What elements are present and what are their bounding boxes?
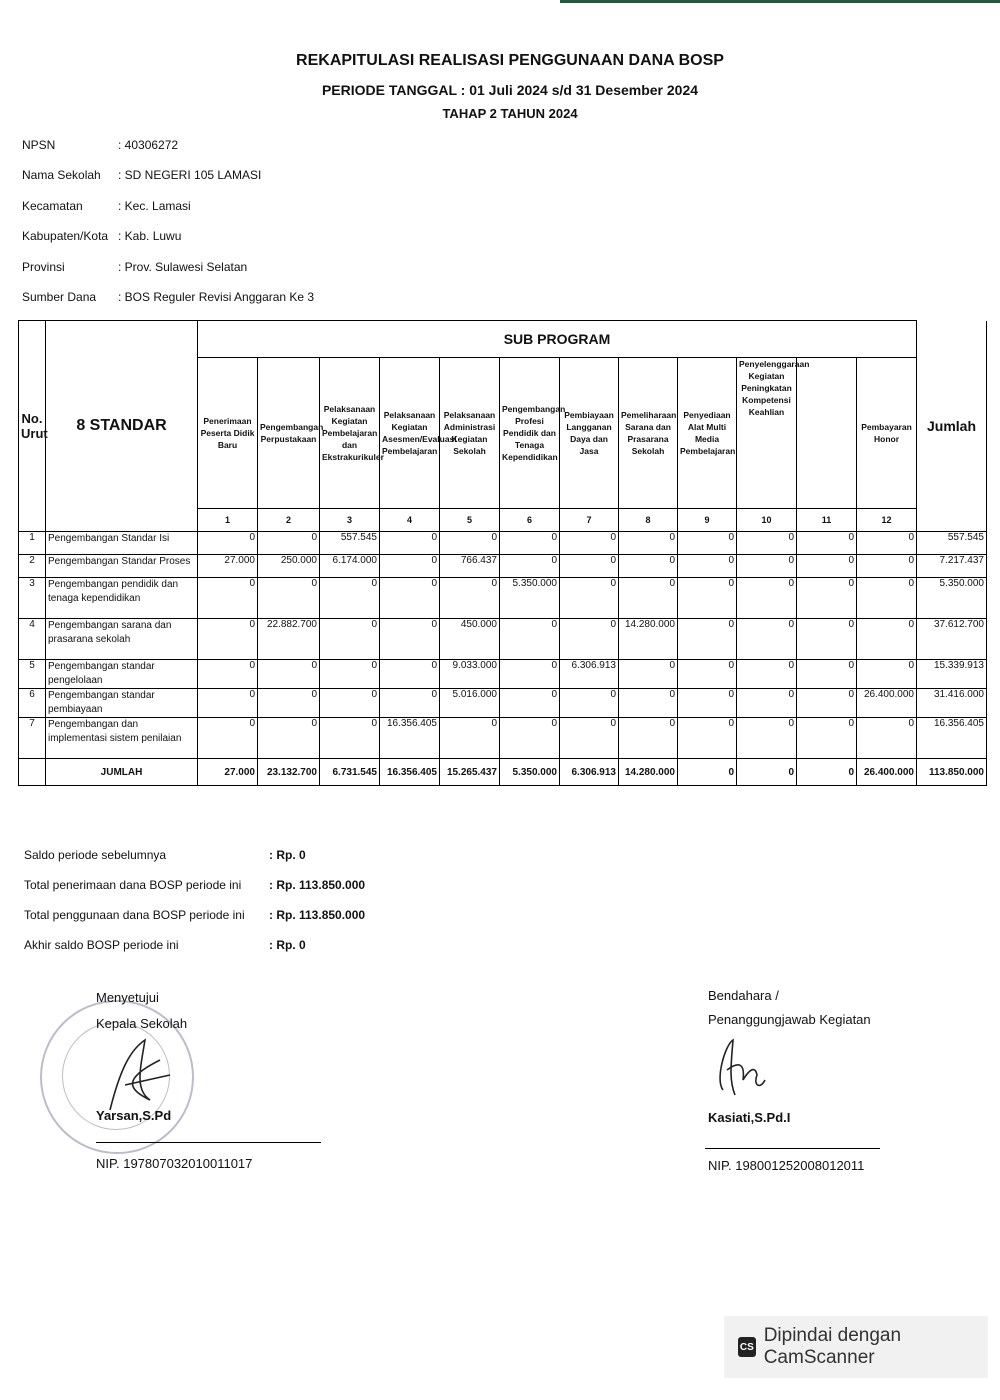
row-value: 0	[440, 578, 500, 619]
row-number: 4	[19, 619, 46, 660]
row-value: 0	[797, 660, 857, 689]
col-number: 8	[619, 509, 678, 532]
row-standard: Pengembangan standar pembiayaan	[46, 689, 198, 718]
row-value: 14.280.000	[619, 619, 678, 660]
row-value: 0	[380, 578, 440, 619]
row-standard: Pengembangan Standar Isi	[46, 532, 198, 555]
document-period: PERIODE TANGGAL : 01 Juli 2024 s/d 31 Desember 2024	[321, 82, 699, 98]
row-value: 22.882.700	[258, 619, 320, 660]
total-value: 15.265.437	[440, 759, 500, 786]
camscanner-text: Dipindai dengan CamScanner	[763, 1325, 902, 1368]
row-number: 1	[19, 532, 46, 555]
document-stage: TAHAP 2 TAHUN 2024	[442, 106, 578, 121]
row-value: 0	[560, 718, 619, 759]
col-header-9: Penyediaan Alat Multi Media Pembelajaran	[678, 358, 737, 509]
header-sub-program: SUB PROGRAM	[198, 321, 917, 358]
row-standard: Pengembangan sarana dan prasarana sekolah	[46, 619, 198, 660]
col-number: 10	[737, 509, 797, 532]
row-total: 5.350.000	[917, 578, 987, 619]
row-value: 0	[380, 689, 440, 718]
row-total: 7.217.437	[917, 555, 987, 578]
col-number: 9	[678, 509, 737, 532]
row-value: 0	[198, 619, 258, 660]
row-value: 0	[320, 619, 380, 660]
table-row	[19, 578, 987, 619]
row-total: 557.545	[917, 532, 987, 555]
row-value: 0	[737, 718, 797, 759]
col-number: 11	[797, 509, 857, 532]
row-value: 0	[258, 718, 320, 759]
row-value: 0	[500, 689, 560, 718]
row-value: 0	[619, 718, 678, 759]
row-value: 0	[560, 619, 619, 660]
right-signature-scribble	[705, 1035, 775, 1105]
row-number: 2	[19, 555, 46, 578]
row-value: 0	[737, 660, 797, 689]
row-value: 0	[258, 660, 320, 689]
row-total: 16.356.405	[917, 718, 987, 759]
row-value: 0	[678, 619, 737, 660]
row-value: 5.350.000	[500, 578, 560, 619]
col-number: 3	[320, 509, 380, 532]
row-value: 0	[797, 578, 857, 619]
table-row	[19, 532, 987, 555]
total-value: 27.000	[198, 759, 258, 786]
row-value: 0	[857, 578, 917, 619]
total-row-label: JUMLAH	[46, 759, 198, 786]
row-value: 0	[500, 718, 560, 759]
row-value: 0	[380, 555, 440, 578]
row-value: 0	[380, 660, 440, 689]
row-number: 7	[19, 718, 46, 759]
right-sign-nip: NIP. 198001252008012011	[708, 1158, 865, 1173]
row-value: 0	[440, 718, 500, 759]
left-sign-nip: NIP. 197807032010011017	[96, 1156, 253, 1171]
document-title: REKAPITULASI REALISASI PENGGUNAAN DANA BOSP	[296, 52, 724, 69]
row-value: 0	[440, 532, 500, 555]
row-value: 0	[198, 689, 258, 718]
row-value: 0	[560, 555, 619, 578]
total-row-blank	[19, 759, 46, 786]
row-value: 0	[678, 660, 737, 689]
header-standard: 8 STANDAR	[46, 321, 198, 532]
row-value: 766.437	[440, 555, 500, 578]
total-row	[19, 759, 987, 786]
row-value: 0	[678, 555, 737, 578]
row-value: 0	[198, 532, 258, 555]
row-value: 0	[797, 689, 857, 718]
row-number: 6	[19, 689, 46, 718]
row-value: 250.000	[258, 555, 320, 578]
header-no: No. Urut	[19, 321, 46, 532]
row-value: 0	[678, 689, 737, 718]
col-header-12: Pembayaran Honor	[857, 358, 917, 509]
col-header-8: Pemeliharaan Sarana dan Prasarana Sekolah	[619, 358, 678, 509]
row-value: 0	[198, 718, 258, 759]
total-value: 6.731.545	[320, 759, 380, 786]
col-header-2: Pengembangan Perpustakaan	[258, 358, 320, 509]
row-value: 0	[678, 532, 737, 555]
col-number: 1	[198, 509, 258, 532]
row-value: 0	[797, 619, 857, 660]
realization-table	[18, 320, 987, 786]
row-value: 6.174.000	[320, 555, 380, 578]
total-value: 16.356.405	[380, 759, 440, 786]
col-header-4: Pelaksanaan Kegiatan Asesmen/Evaluasi Pembelajaran	[380, 358, 440, 509]
col-header-1: Penerimaan Peserta Didik Baru	[198, 358, 258, 509]
table-row	[19, 555, 987, 578]
right-sign-line1: Bendahara /	[708, 988, 779, 1003]
row-value: 0	[857, 555, 917, 578]
col-number: 12	[857, 509, 917, 532]
row-value: 27.000	[198, 555, 258, 578]
row-number: 5	[19, 660, 46, 689]
row-value: 0	[737, 689, 797, 718]
row-value: 0	[737, 532, 797, 555]
row-value: 0	[797, 532, 857, 555]
row-value: 0	[737, 619, 797, 660]
row-value: 0	[560, 689, 619, 718]
row-total: 31.416.000	[917, 689, 987, 718]
row-value: 0	[560, 578, 619, 619]
row-standard: Pengembangan Standar Proses	[46, 555, 198, 578]
row-value: 9.033.000	[440, 660, 500, 689]
table-row	[19, 689, 987, 718]
row-value: 0	[619, 555, 678, 578]
col-number: 5	[440, 509, 500, 532]
camscanner-badge	[724, 1316, 988, 1378]
left-sign-name: Yarsan,S.Pd	[96, 1108, 172, 1123]
col-number: 4	[380, 509, 440, 532]
row-value: 0	[678, 718, 737, 759]
row-value: 0	[619, 532, 678, 555]
row-value: 0	[857, 718, 917, 759]
row-value: 0	[737, 555, 797, 578]
camscanner-icon: CS	[738, 1337, 756, 1357]
col-number: 6	[500, 509, 560, 532]
row-number: 3	[19, 578, 46, 619]
row-value: 0	[320, 689, 380, 718]
row-value: 0	[198, 578, 258, 619]
total-value: 6.306.913	[560, 759, 619, 786]
row-value: 450.000	[440, 619, 500, 660]
grand-total: 113.850.000	[917, 759, 987, 786]
row-value: 0	[797, 555, 857, 578]
row-value: 0	[797, 718, 857, 759]
row-value: 0	[198, 660, 258, 689]
row-value: 0	[857, 619, 917, 660]
row-value: 0	[320, 660, 380, 689]
left-sign-line2: Kepala Sekolah	[96, 1016, 188, 1031]
row-value: 0	[500, 555, 560, 578]
row-value: 557.545	[320, 532, 380, 555]
right-sign-rule	[705, 1148, 880, 1149]
row-value: 0	[857, 532, 917, 555]
row-value: 0	[320, 718, 380, 759]
total-value: 0	[678, 759, 737, 786]
right-sign-line2: Penanggungjawab Kegiatan	[708, 1012, 871, 1027]
total-value: 26.400.000	[857, 759, 917, 786]
left-sign-line1: Menyetujui	[96, 990, 159, 1005]
col-header-6: Pengembangan Profesi Pendidik dan Tenaga Kependidikan	[500, 358, 560, 509]
row-value: 0	[258, 578, 320, 619]
row-standard: Pengembangan pendidik dan tenaga kependidikan	[46, 578, 198, 619]
row-value: 0	[500, 532, 560, 555]
col-number: 7	[560, 509, 619, 532]
col-header-10: Penyelenggaraan Kegiatan Peningkatan Kompetensi Keahlian	[737, 358, 797, 509]
col-header-7: Pembiayaan Langganan Daya dan Jasa	[560, 358, 619, 509]
row-value: 26.400.000	[857, 689, 917, 718]
left-sign-rule	[96, 1142, 321, 1143]
row-value: 0	[737, 578, 797, 619]
col-header-3: Pelaksanaan Kegiatan Pembelajaran dan Ekstrakurikuler	[320, 358, 380, 509]
row-value: 0	[619, 660, 678, 689]
row-value: 0	[560, 532, 619, 555]
right-sign-name: Kasiati,S.Pd.I	[708, 1110, 791, 1125]
row-standard: Pengembangan standar pengelolaan	[46, 660, 198, 689]
row-total: 15.339.913	[917, 660, 987, 689]
col-header-11	[797, 358, 857, 509]
row-value: 0	[857, 660, 917, 689]
row-total: 37.612.700	[917, 619, 987, 660]
row-standard: Pengembangan dan implementasi sistem penilaian	[46, 718, 198, 759]
row-value: 0	[619, 578, 678, 619]
total-value: 14.280.000	[619, 759, 678, 786]
total-value: 23.132.700	[258, 759, 320, 786]
total-value: 5.350.000	[500, 759, 560, 786]
total-value: 0	[797, 759, 857, 786]
row-value: 6.306.913	[560, 660, 619, 689]
col-header-5: Pelaksanaan Administrasi Kegiatan Sekolah	[440, 358, 500, 509]
col-number: 2	[258, 509, 320, 532]
header-total: Jumlah	[917, 321, 987, 532]
row-value: 0	[380, 532, 440, 555]
top-edge-line	[560, 0, 1000, 3]
row-value: 0	[380, 619, 440, 660]
table-row	[19, 660, 987, 689]
table-row	[19, 718, 987, 759]
total-value: 0	[737, 759, 797, 786]
row-value: 0	[320, 578, 380, 619]
row-value: 0	[258, 532, 320, 555]
row-value: 0	[258, 689, 320, 718]
row-value: 0	[500, 660, 560, 689]
row-value: 16.356.405	[380, 718, 440, 759]
row-value: 0	[500, 619, 560, 660]
row-value: 0	[678, 578, 737, 619]
left-signature-scribble	[90, 1030, 180, 1120]
row-value: 0	[619, 689, 678, 718]
table-row	[19, 619, 987, 660]
row-value: 5.016.000	[440, 689, 500, 718]
